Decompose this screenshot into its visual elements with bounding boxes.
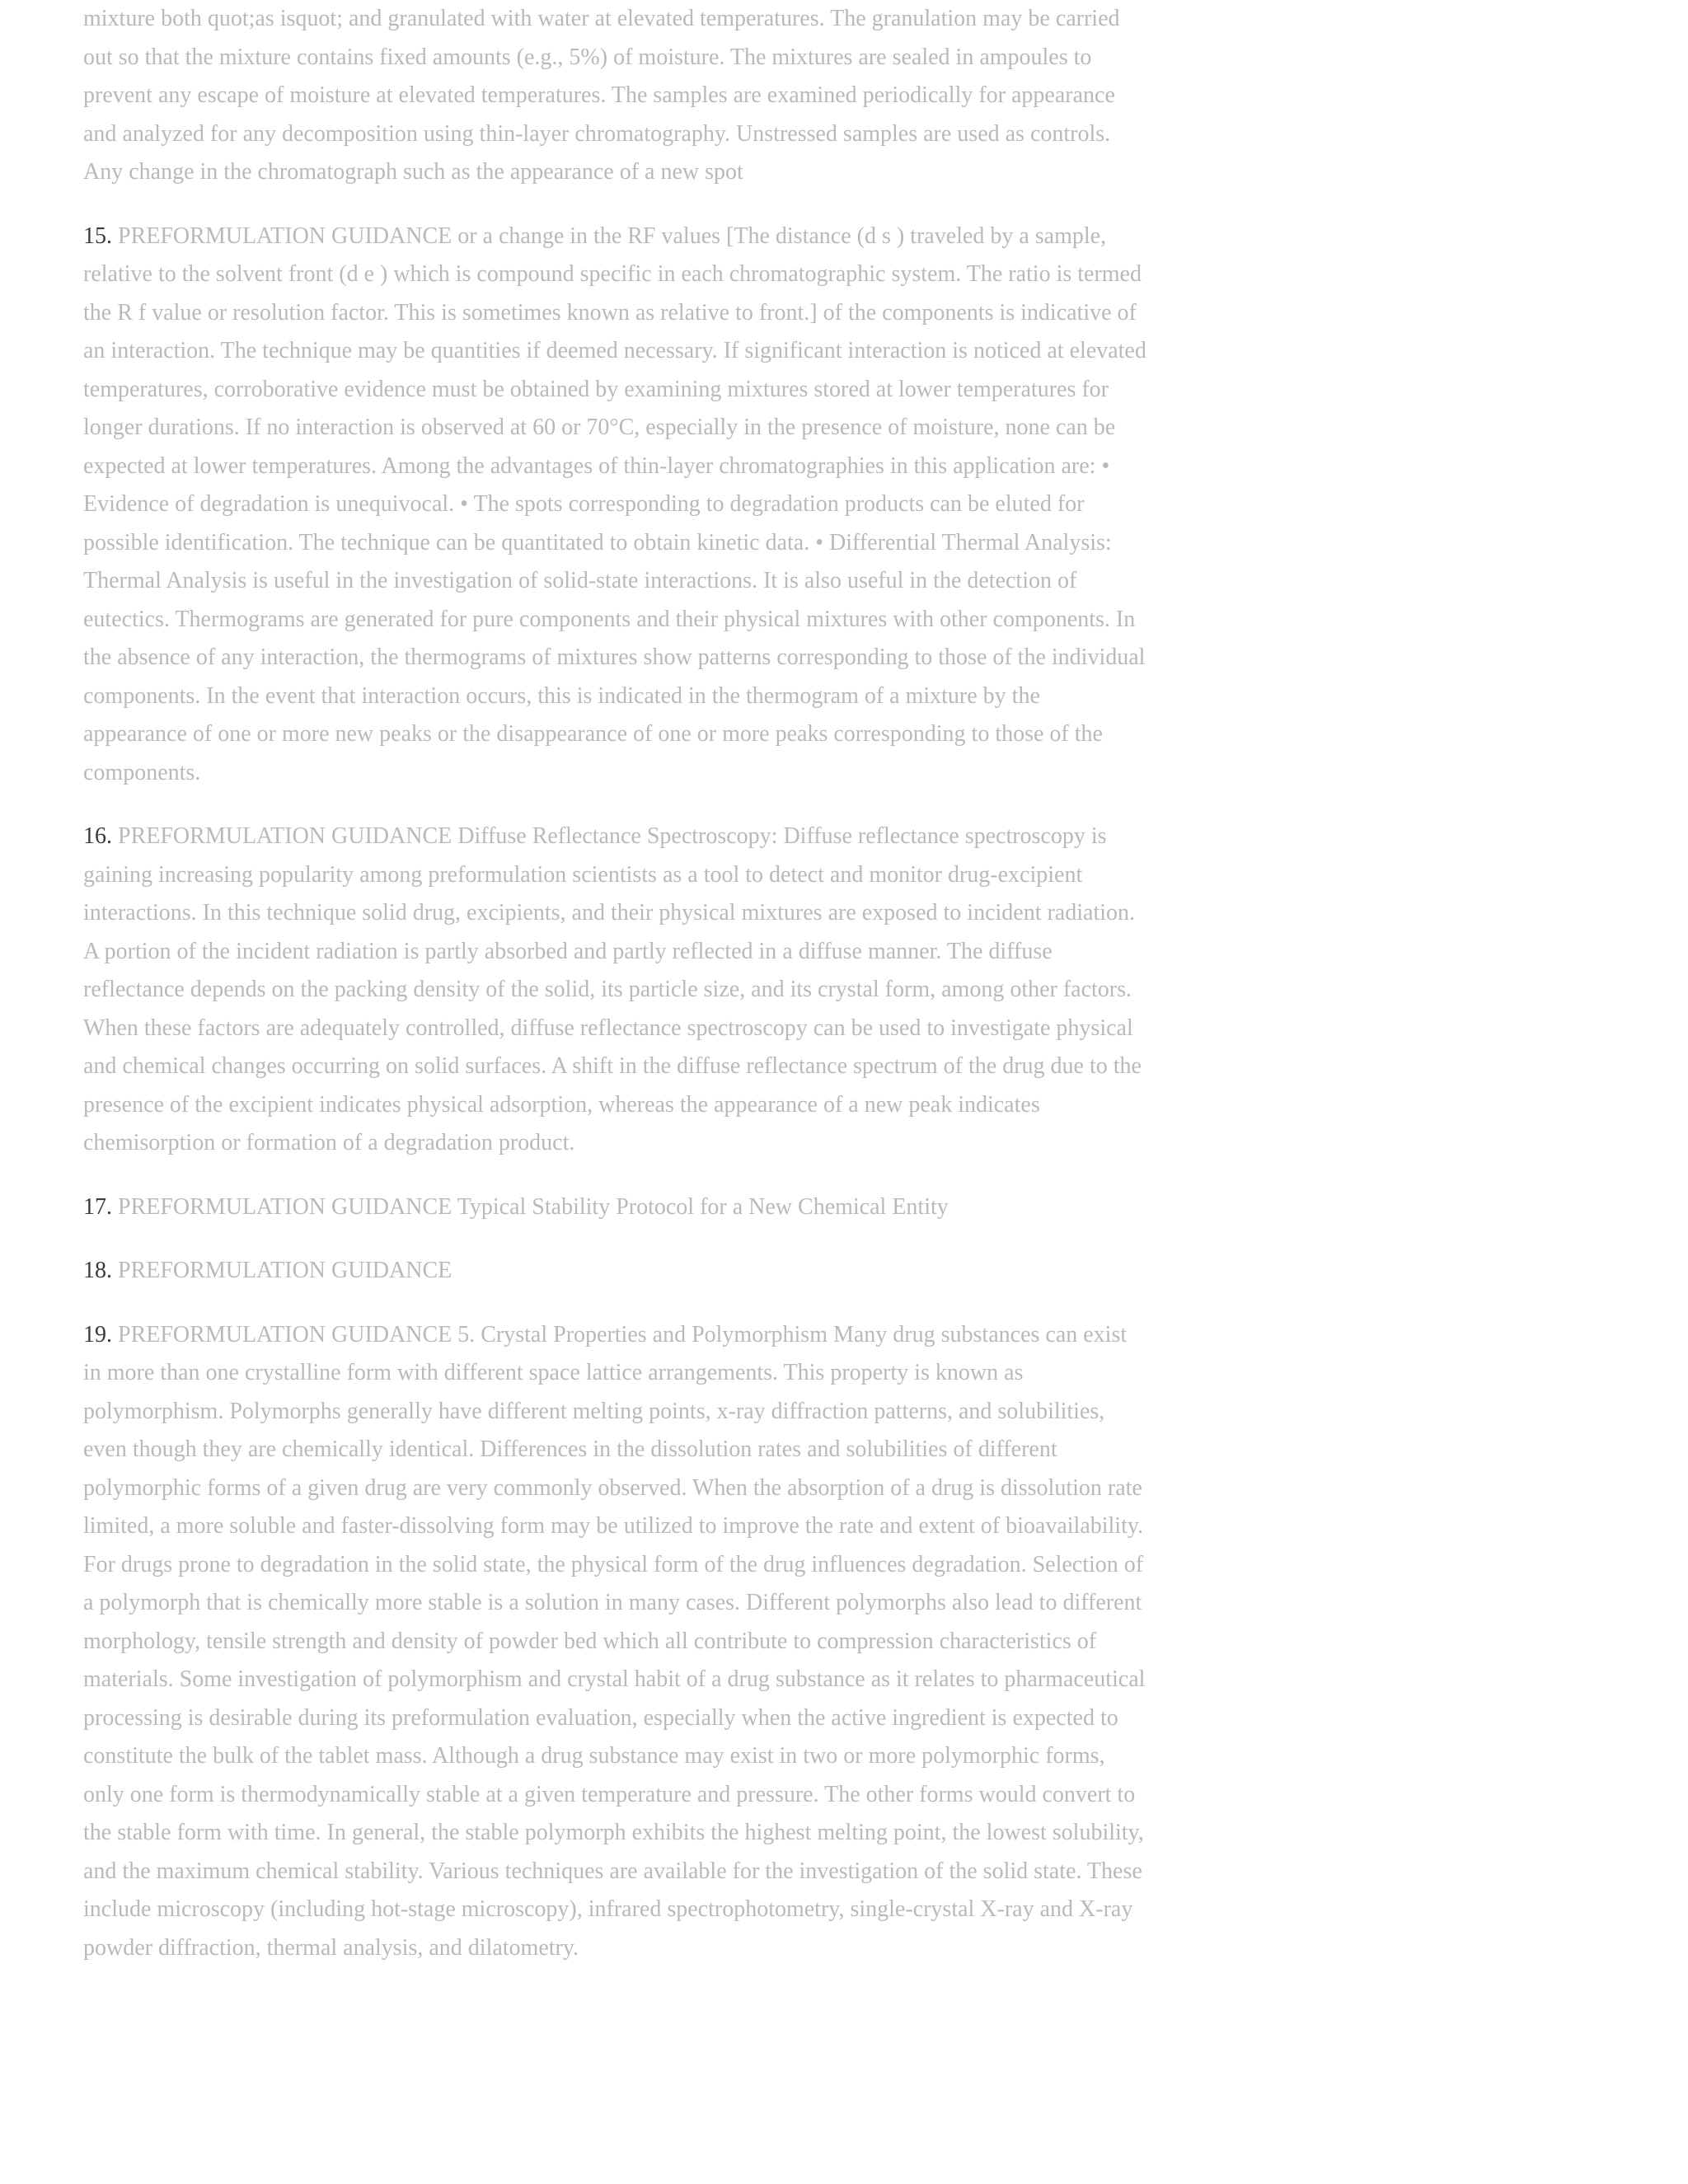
- paragraph-continuation: [83, 0, 1146, 192]
- paragraph-number: 16.: [83, 823, 112, 849]
- paragraph-16: [83, 818, 1146, 1163]
- paragraph-17: [83, 1188, 1146, 1227]
- paragraph-number: 19.: [83, 1321, 112, 1347]
- paragraph-text: PREFORMULATION GUIDANCE or a change in the RF values [The distance (d s ) traveled by a sample, relative to the solvent front (d e ) which is compound specific in each chromatographic system. The ratio is termed the R f value or resolution factor. This is sometimes known as relative to front.] of the components is indicative of an interaction. The technique may be quantities if deemed necessary. If significant interaction is noticed at elevated temperatures, corroborative evidence must be obtained by examining mixtures stored at lower temperatures for longer durations. If no interaction is observed at 60 or 70°C, especially in the presence of moisture, none can be expected at lower temperatures. Among the advantages of thin-layer chromatographies in this application are: • Evidence of degradation is unequivocal. • The spots corresponding to degradation products can be eluted for possible identification. The technique can be quantitated to obtain kinetic data. • Differential Thermal Analysis: Thermal Analysis is useful in the investigation of solid-state interactions. It is also useful in the detection of eutectics. Thermograms are generated for pure components and their physical mixtures with other components. In the absence of any interaction, the thermograms of mixtures show patterns corresponding to those of the individual components. In the event that interaction occurs, this is indicated in the thermogram of a mixture by the appearance of one or more new peaks or the disappearance of one or more peaks corresponding to those of the components.: [83, 223, 1146, 785]
- paragraph-text: PREFORMULATION GUIDANCE Diffuse Reflectance Spectroscopy: Diffuse reflectance spectroscopy is gaining increasing popularity among preformulation scientists as a tool to detect and monitor drug-excipient interactions. In this technique solid drug, excipients, and their physical mixtures are exposed to incident radiation. A portion of the incident radiation is partly absorbed and partly reflected in a diffuse manner. The diffuse reflectance depends on the packing density of the solid, its particle size, and its crystal form, among other factors. When these factors are adequately controlled, diffuse reflectance spectroscopy can be used to investigate physical and chemical changes occurring on solid surfaces. A shift in the diffuse reflectance spectrum of the drug due to the presence of the excipient indicates physical adsorption, whereas the appearance of a new peak indicates chemisorption or formation of a degradation product.: [83, 823, 1142, 1155]
- paragraph-number: 17.: [83, 1193, 112, 1220]
- paragraph-number: 18.: [83, 1258, 112, 1283]
- paragraph-15: [83, 218, 1146, 793]
- document-page: [83, 0, 1146, 1993]
- paragraph-text: PREFORMULATION GUIDANCE 5. Crystal Properties and Polymorphism Many drug substances can exist in more than one crystalline form with different space lattice arrangements. This property is known as polymorphism. Polymorphs generally have different melting points, x-ray diffraction patterns, and solubilities, even though they are chemically identical. Differences in the dissolution rates and solubilities of different polymorphic forms of a given drug are very commonly observed. When the absorption of a drug is dissolution rate limited, a more soluble and faster-dissolving form may be utilized to improve the rate and extent of bioavailability. For drugs prone to degradation in the solid state, the physical form of the drug influences degradation. Selection of a polymorph that is chemically more stable is a solution in many cases. Different polymorphs also lead to different morphology, tensile strength and density of powder bed which all contribute to compression characteristics of materials. Some investigation of polymorphism and crystal habit of a drug substance as it relates to pharmaceutical processing is desirable during its preformulation evaluation, especially when the active ingredient is expected to constitute the bulk of the tablet mass. Although a drug substance may exist in two or more polymorphic forms, only one form is thermodynamically stable at a given temperature and pressure. The other forms would convert to the stable form with time. In general, the stable polymorph exhibits the highest melting point, the lowest solubility, and the maximum chemical stability. Various techniques are available for the investigation of the solid state. These include microscopy (including hot-stage microscopy), infrared spectrophotometry, single-crystal X-ray and X-ray powder diffraction, thermal analysis, and dilatometry.: [83, 1321, 1146, 1961]
- paragraph-19: [83, 1316, 1146, 1968]
- paragraph-number: 15.: [83, 223, 112, 249]
- paragraph-18: [83, 1252, 1146, 1291]
- paragraph-text: mixture both quot;as isquot; and granulated with water at elevated temperatures. The granulation may be carried out so that the mixture contains fixed amounts (e.g., 5%) of moisture. The mixtures are sealed in ampoules to prevent any escape of moisture at elevated temperatures. The samples are examined periodically for appearance and analyzed for any decomposition using thin-layer chromatography. Unstressed samples are used as controls. Any change in the chromatograph such as the appearance of a new spot: [83, 6, 1120, 185]
- paragraph-text: PREFORMULATION GUIDANCE Typical Stability Protocol for a New Chemical Entity: [118, 1193, 949, 1220]
- paragraph-text: PREFORMULATION GUIDANCE: [118, 1258, 452, 1283]
